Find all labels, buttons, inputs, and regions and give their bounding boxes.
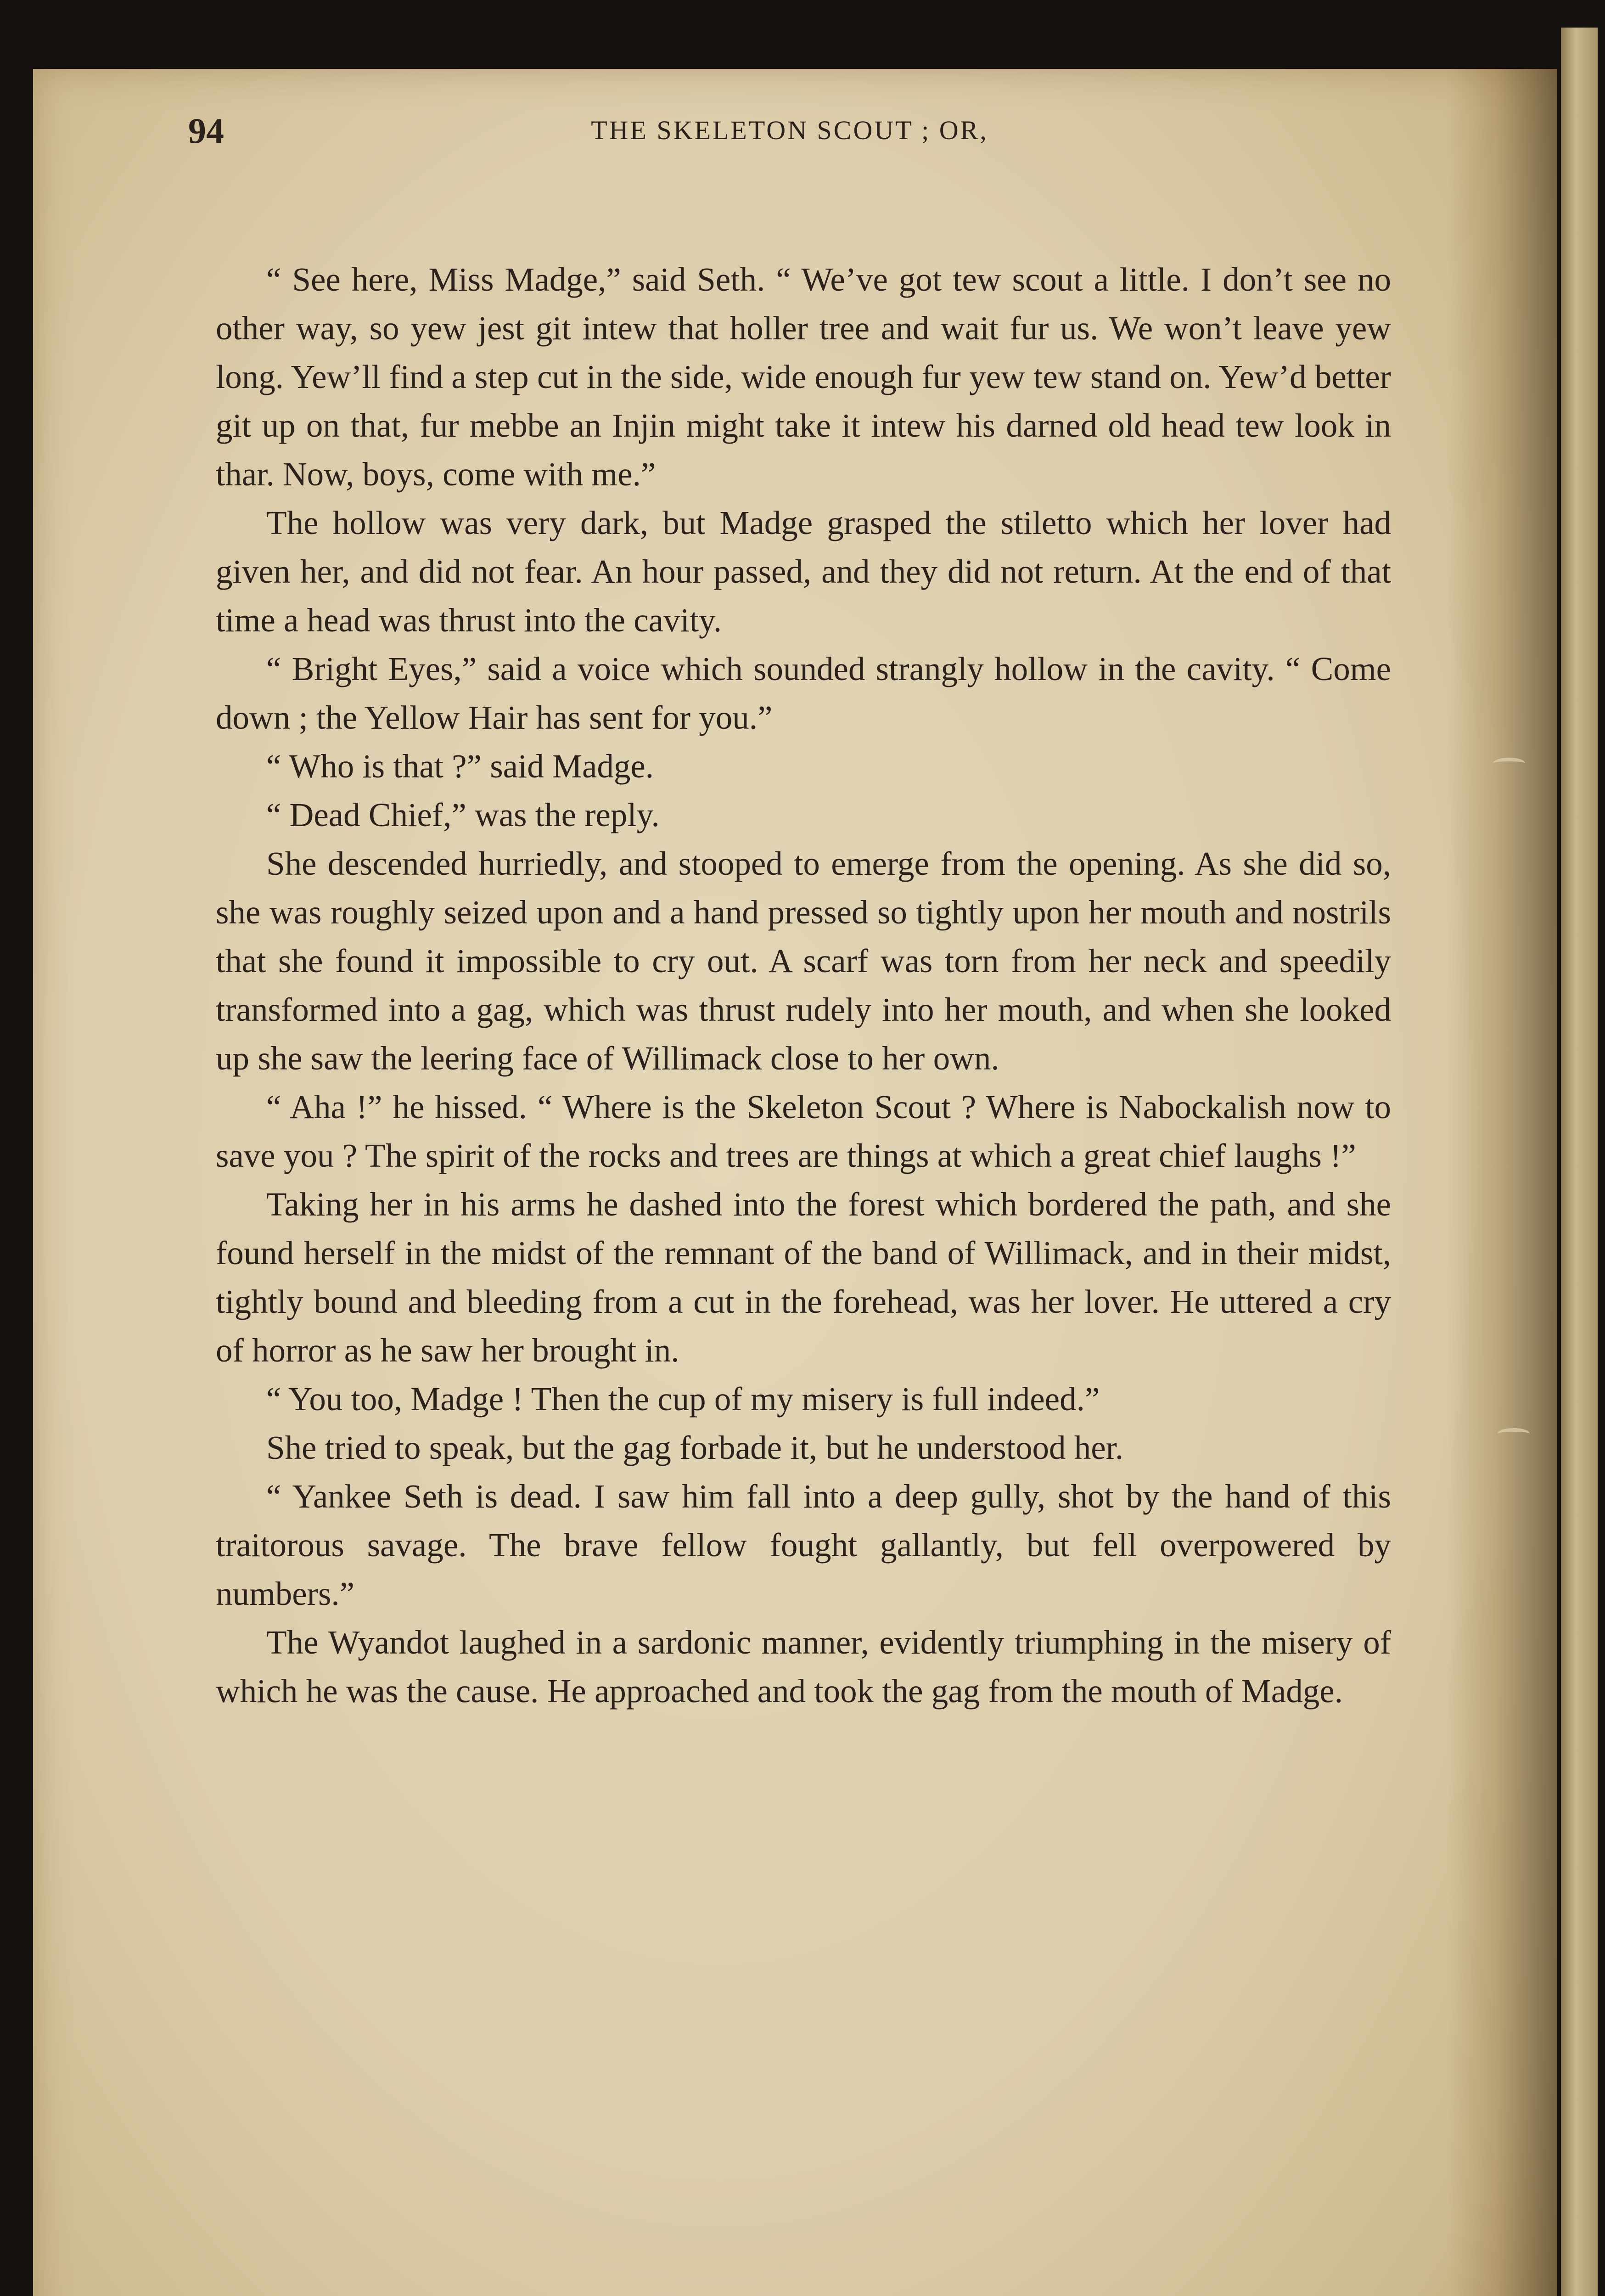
paragraph: Taking her in his arms he dashed into the forest which bordered the path, and she found herself in the midst of the remnant of the band of Willimack, and in their midst, tightly bound and bleeding from a cut in the forehead, was her lover. He uttered a cry of horror as he saw her brought in. — [216, 1186, 1391, 1369]
binding-thread-mark — [1493, 758, 1525, 769]
page-spine-shadow — [1447, 69, 1557, 2296]
paragraph: “ Who is that ?” said Madge. — [266, 748, 654, 785]
page-number: 94 — [188, 111, 224, 151]
paragraph: She tried to speak, but the gag forbade it, but he understood her. — [266, 1429, 1124, 1466]
paragraph: The hollow was very dark, but Madge grasped the stiletto which her lover had given her, and did not fear. An hour passed, and they did not return. At the end of that time a head was thrust into the cavity. — [216, 504, 1391, 639]
paragraph: The Wyandot laughed in a sardonic manner, evidently triumphing in the misery of which he was the cause. He approached and took the gag from the mouth of Madge. — [216, 1624, 1391, 1710]
paragraph: “ Bright Eyes,” said a voice which sounded strangly hollow in the cavity. “ Come down ; the Yellow Hair has sent for you.” — [216, 650, 1391, 736]
running-head — [188, 110, 1391, 165]
paragraph: She descended hurriedly, and stooped to emerge from the opening. As she did so, she was roughly seized upon and a hand pressed so tightly upon her mouth and nostrils that she found it impossible to cry out. A scarf was torn from her neck and speedily transformed into a gag, which was thrust rudely into her mouth, and when she looked up she saw the leering face of Willimack close to her own. — [216, 845, 1391, 1077]
paragraph: “ Dead Chief,” was the reply. — [266, 796, 660, 833]
paragraph: “ Yankee Seth is dead. I saw him fall into a deep gully, shot by the hand of this traitorous savage. The brave fellow fought gallantly, but fell overpowered by numbers.” — [216, 1478, 1391, 1612]
adjacent-page-edge — [1561, 28, 1598, 2296]
body-text — [216, 255, 1391, 1716]
paragraph: “ You too, Madge ! Then the cup of my misery is full indeed.” — [266, 1380, 1100, 1418]
binding-thread-mark — [1498, 1428, 1530, 1439]
running-title: THE SKELETON SCOUT ; OR, — [591, 115, 988, 145]
paragraph: “ See here, Miss Madge,” said Seth. “ We’ve got tew scout a little. I don’t see no other way, so yew jest git intew that holler tree and wait fur us. We won’t leave yew long. Yew’ll find a step cut in the side, wide enough fur yew tew stand on. Yew’d better git up on that, fur mebbe an Injin might take it intew his darned old head tew look in thar. Now, boys, come with me.” — [216, 261, 1391, 493]
paragraph: “ Aha !” he hissed. “ Where is the Skeleton Scout ? Where is Nabockalish now to save you ? The spirit of the rocks and trees are things at which a great chief laughs !” — [216, 1088, 1391, 1174]
